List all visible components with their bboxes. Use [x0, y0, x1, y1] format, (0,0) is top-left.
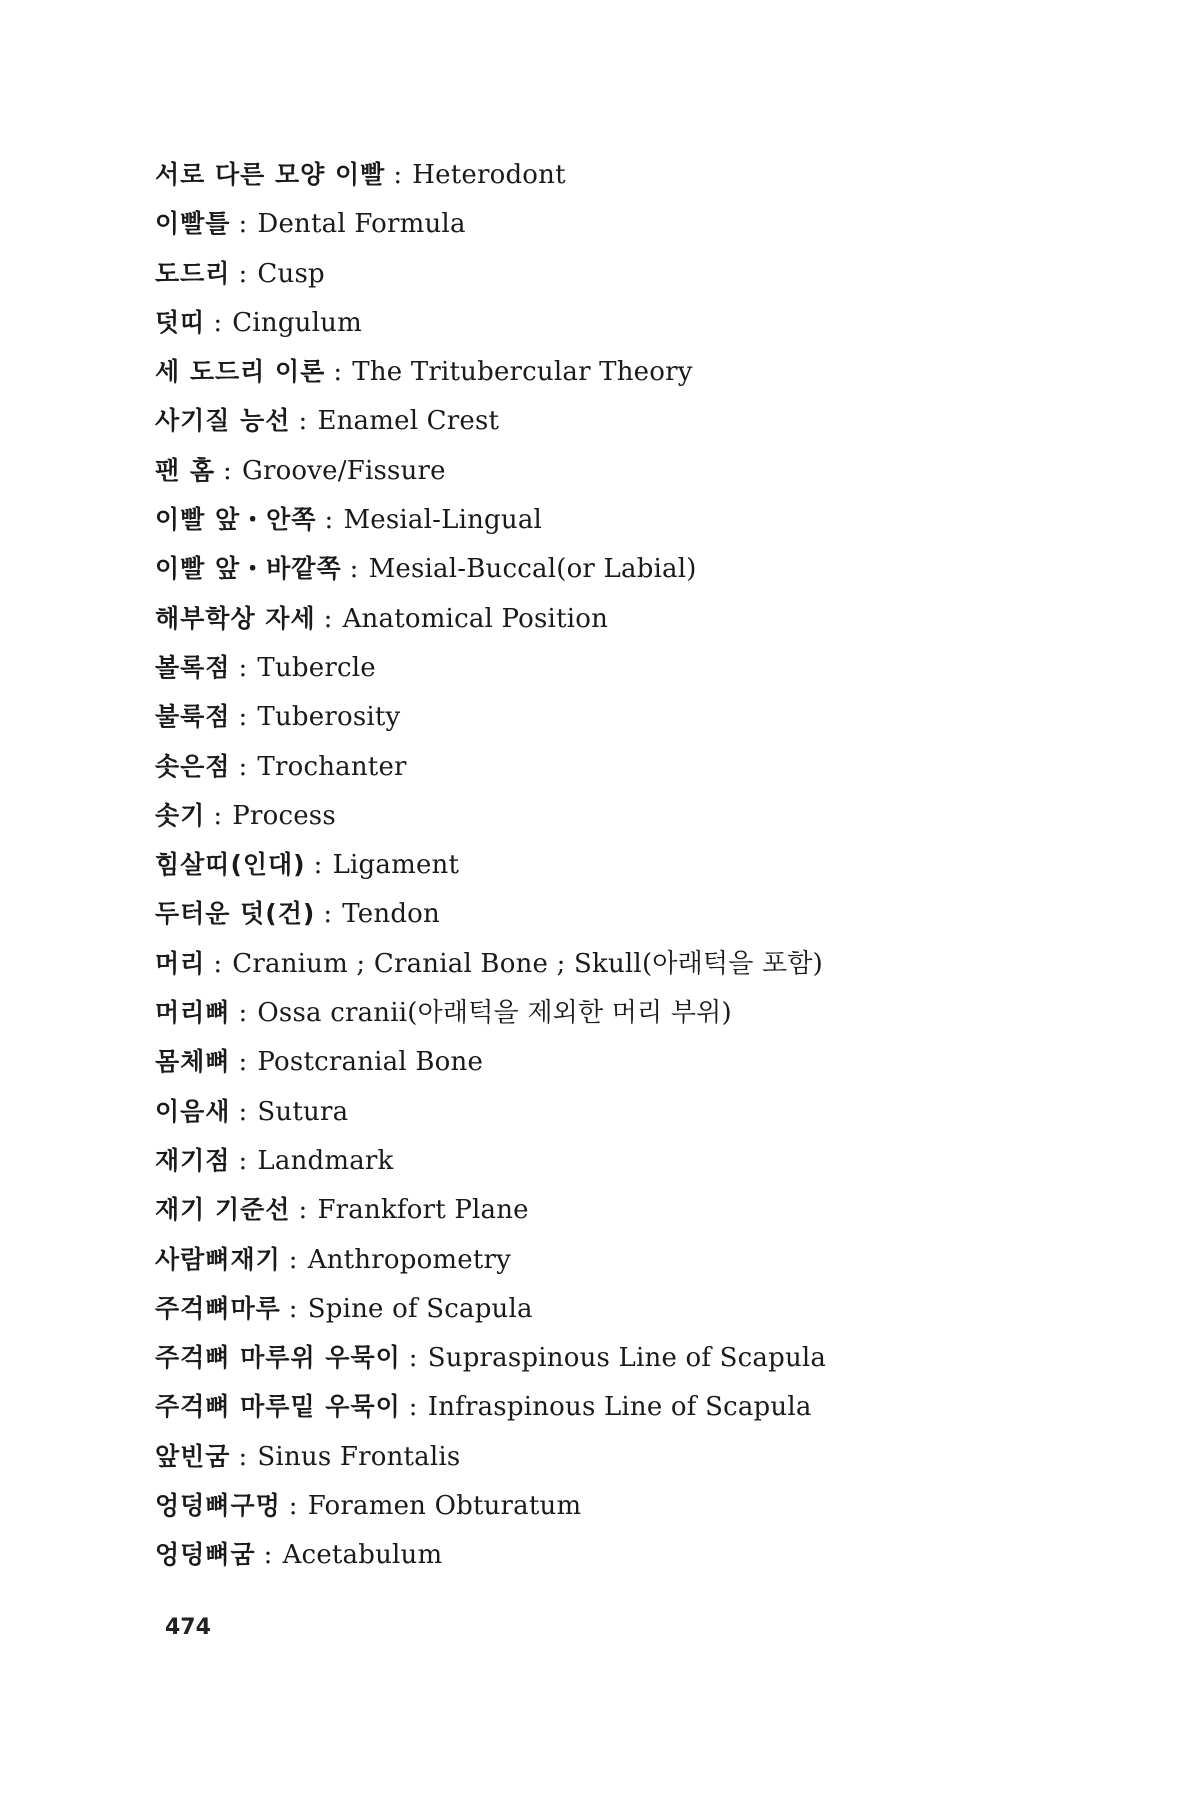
glossary-entry	[155, 944, 1155, 993]
term-separator: :	[408, 1392, 418, 1423]
korean-term: 주걱뼈 마루위 우묵이	[155, 1343, 401, 1373]
glossary-entry	[155, 1092, 1155, 1141]
korean-term: 서로 다른 모양 이빨	[155, 160, 386, 189]
glossary-entry	[155, 303, 1155, 352]
korean-term: 엉덩뼈굼	[155, 1540, 256, 1570]
glossary-entry	[155, 747, 1155, 796]
english-term: Trochanter	[257, 751, 407, 782]
korean-term: 이빨 앞・바깥쪽	[155, 554, 342, 584]
term-separator: :	[288, 1293, 298, 1324]
term-separator: :	[213, 948, 223, 979]
english-term: Ligament	[332, 850, 460, 881]
english-term: Sinus Frontalis	[257, 1441, 461, 1472]
korean-term: 재기점	[155, 1145, 231, 1175]
glossary-entry	[155, 500, 1155, 549]
english-term: Landmark	[257, 1145, 394, 1176]
term-separator: :	[238, 1047, 248, 1078]
english-term: Process	[232, 800, 336, 831]
term-separator: :	[288, 1491, 298, 1522]
glossary-entry	[155, 599, 1155, 648]
glossary-entry	[155, 352, 1155, 401]
english-term: Postcranial Bone	[257, 1047, 484, 1078]
english-term: Cranium ; Cranial Bone ; Skull(아래턱을 포함)	[232, 948, 823, 979]
korean-term: 재기 기준선	[155, 1195, 291, 1225]
korean-term: 머리	[155, 948, 206, 978]
korean-term: 솟기	[155, 800, 206, 830]
glossary-entry	[155, 1387, 1155, 1436]
glossary-entry	[155, 1338, 1155, 1387]
korean-term: 도드리	[155, 258, 231, 288]
glossary-list	[155, 155, 1155, 1585]
english-term: Dental Formula	[257, 209, 466, 240]
glossary-entry	[155, 993, 1155, 1042]
english-term: Ossa cranii(아래턱을 제외한 머리 부위)	[257, 998, 732, 1029]
korean-term: 볼록점	[155, 652, 231, 682]
term-separator: :	[223, 455, 232, 486]
term-separator: :	[323, 603, 333, 634]
term-separator: :	[238, 258, 248, 289]
glossary-entry	[155, 894, 1155, 943]
glossary-entry	[155, 648, 1155, 697]
term-separator: :	[238, 1441, 248, 1472]
english-term: Enamel Crest	[317, 406, 500, 437]
korean-term: 덧띠	[155, 307, 206, 337]
glossary-entry	[155, 1042, 1155, 1091]
term-separator: :	[333, 357, 343, 388]
term-separator: :	[238, 998, 248, 1029]
term-separator: :	[238, 702, 248, 733]
korean-term: 머리뼈	[155, 998, 231, 1028]
korean-term: 사람뼈재기	[155, 1244, 281, 1274]
glossary-entry	[155, 401, 1155, 450]
english-term: Sutura	[257, 1096, 349, 1127]
term-separator: :	[213, 800, 223, 831]
korean-term: 이빨틀	[155, 209, 231, 239]
page-number: 474	[165, 1615, 211, 1640]
korean-term: 사기질 능선	[155, 406, 291, 436]
english-term: Mesial-Buccal(or Labial)	[368, 554, 697, 585]
korean-term: 불룩점	[155, 702, 231, 732]
english-term: Cusp	[257, 258, 325, 289]
korean-term: 해부학상 자세	[155, 603, 316, 633]
glossary-entry	[155, 254, 1155, 303]
english-term: Tuberosity	[257, 702, 401, 733]
term-separator: :	[408, 1343, 418, 1374]
english-term: Foramen Obturatum	[307, 1491, 582, 1522]
glossary-entry	[155, 155, 1155, 204]
glossary-entry	[155, 1437, 1155, 1486]
glossary-entry	[155, 1486, 1155, 1535]
glossary-entry	[155, 1190, 1155, 1239]
term-separator: :	[298, 1195, 308, 1226]
glossary-entry	[155, 845, 1155, 894]
english-term: Anatomical Position	[342, 603, 609, 634]
glossary-entry	[155, 1240, 1155, 1289]
english-term: Tubercle	[257, 652, 376, 683]
korean-term: 팬 홈	[155, 455, 216, 485]
english-term: Acetabulum	[282, 1540, 443, 1571]
term-separator: :	[238, 652, 248, 683]
term-separator: :	[393, 160, 403, 190]
term-separator: :	[238, 1096, 248, 1127]
term-separator: :	[213, 307, 223, 338]
english-term: Supraspinous Line of Scapula	[427, 1343, 827, 1374]
english-term: Groove/Fissure	[241, 455, 446, 486]
korean-term: 이음새	[155, 1096, 231, 1126]
term-separator: :	[263, 1540, 273, 1571]
korean-term: 주걱뼈마루	[155, 1293, 281, 1323]
term-separator: :	[238, 209, 248, 240]
korean-term: 엉덩뼈구멍	[155, 1491, 281, 1521]
english-term: Anthropometry	[307, 1244, 512, 1275]
english-term: Heterodont	[412, 160, 566, 190]
korean-term: 이빨 앞・안쪽	[155, 505, 317, 535]
glossary-entry	[155, 697, 1155, 746]
english-term: The Tritubercular Theory	[352, 357, 693, 388]
glossary-entry	[155, 549, 1155, 598]
english-term: Frankfort Plane	[317, 1195, 529, 1226]
glossary-entry	[155, 1141, 1155, 1190]
term-separator: :	[288, 1244, 298, 1275]
term-separator: :	[349, 554, 359, 585]
korean-term: 힘살띠(인대)	[155, 850, 306, 880]
glossary-entry	[155, 204, 1155, 253]
english-term: Tendon	[342, 899, 440, 930]
english-term: Cingulum	[232, 307, 362, 338]
english-term: Infraspinous Line of Scapula	[427, 1392, 812, 1423]
korean-term: 앞빈굼	[155, 1441, 231, 1471]
korean-term: 몸체뼈	[155, 1047, 231, 1077]
term-separator: :	[238, 751, 248, 782]
term-separator: :	[238, 1145, 248, 1176]
glossary-entry	[155, 1289, 1155, 1338]
term-separator: :	[324, 505, 334, 536]
korean-term: 두터운 덧(건)	[155, 899, 316, 929]
korean-term: 세 도드리 이론	[155, 357, 326, 387]
glossary-entry	[155, 796, 1155, 845]
glossary-entry	[155, 451, 1155, 500]
korean-term: 주걱뼈 마루밑 우묵이	[155, 1392, 401, 1422]
english-term: Mesial-Lingual	[343, 505, 543, 536]
term-separator: :	[298, 406, 308, 437]
term-separator: :	[323, 899, 333, 930]
english-term: Spine of Scapula	[307, 1293, 533, 1324]
korean-term: 솟은점	[155, 751, 231, 781]
glossary-entry	[155, 1535, 1155, 1584]
term-separator: :	[313, 850, 323, 881]
